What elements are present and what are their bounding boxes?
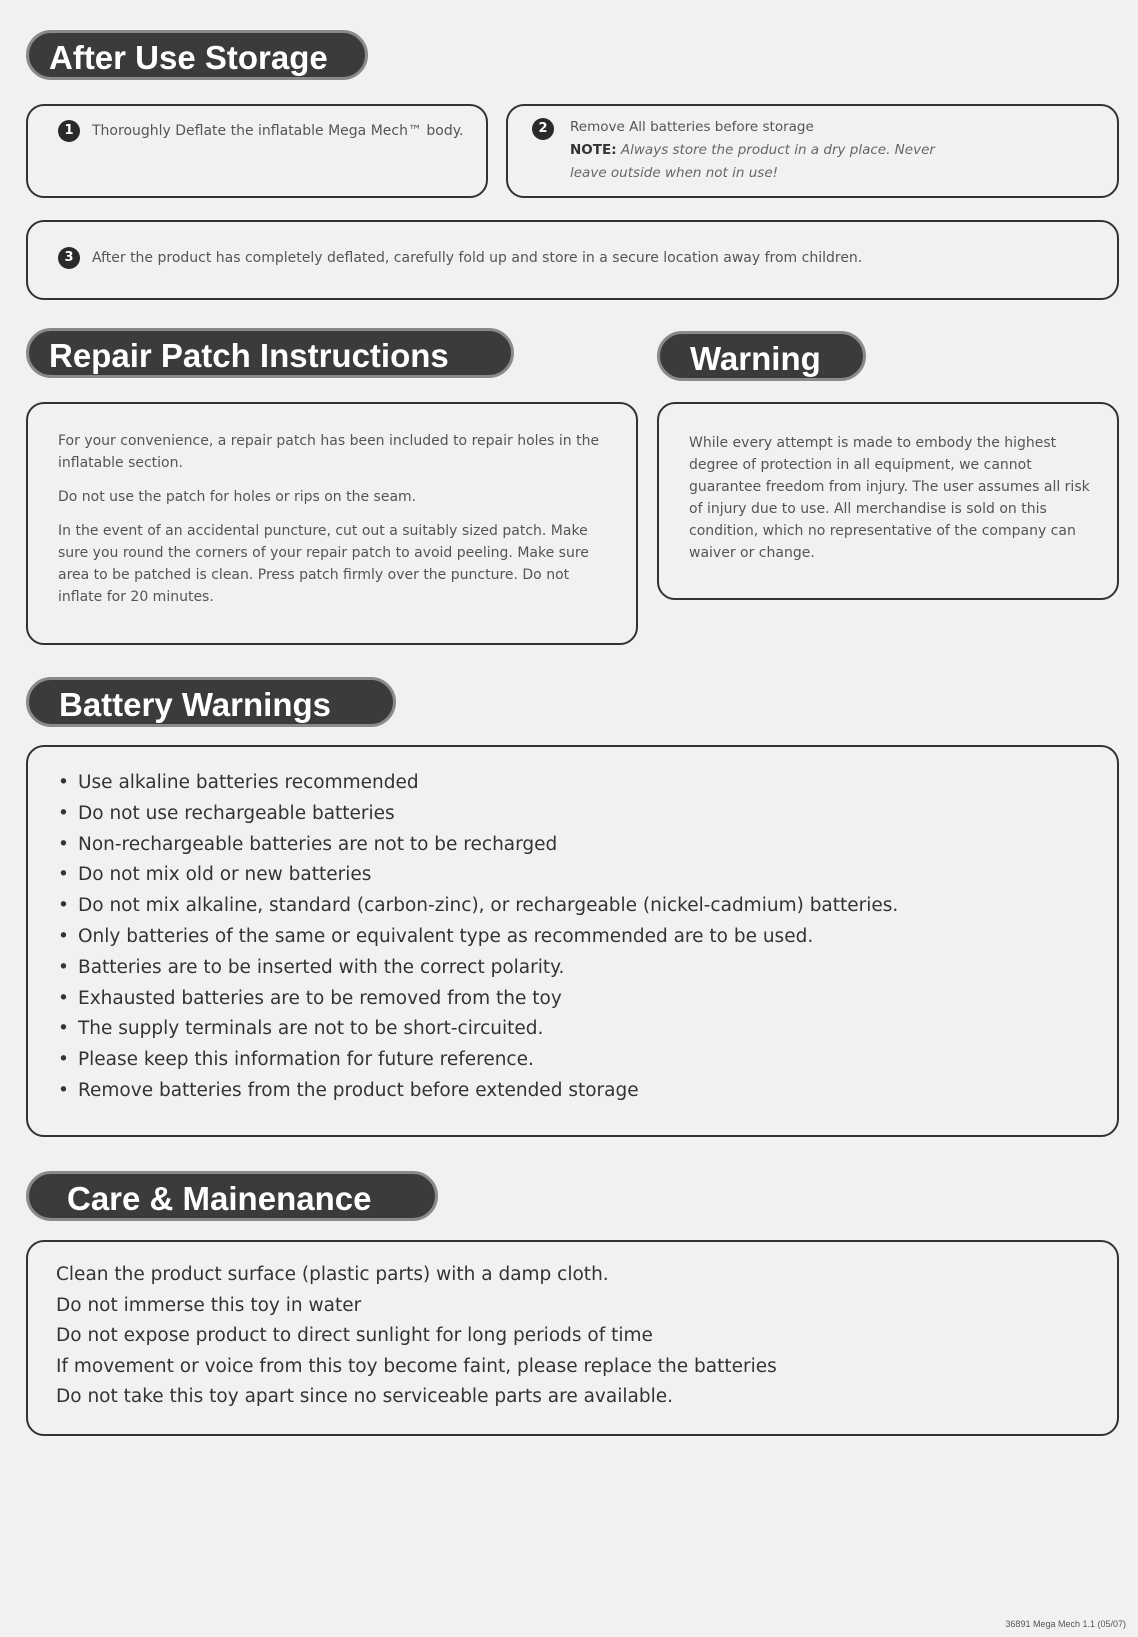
step-number-3: 3 bbox=[58, 247, 80, 269]
repair-box bbox=[26, 402, 638, 645]
storage-step1-box bbox=[26, 104, 488, 198]
repair-paragraph: In the event of an accidental puncture, cut out a suitably sized patch. Make sure you round the corners of your repair patch to avoid peeling. Make sure area to be patched is clean. Press patch firmly over the puncture. Do not inflate for 20 minutes. bbox=[58, 523, 589, 605]
care-body bbox=[56, 1260, 777, 1413]
list-item: • Non-rechargeable batteries are not to be recharged bbox=[58, 830, 898, 861]
care-line: Clean the product surface (plastic parts) with a damp cloth. bbox=[56, 1264, 609, 1285]
footer-code: 36891 Mega Mech 1.1 (05/07) bbox=[1005, 1619, 1126, 1629]
storage-step1 bbox=[58, 120, 478, 142]
storage-note-text: Always store the product in a dry place. Never leave outside when not in use! bbox=[570, 142, 935, 181]
storage-title: After Use Storage bbox=[26, 30, 368, 80]
repair-paragraph: Do not use the patch for holes or rips on the seam. bbox=[58, 489, 417, 505]
care-line: If movement or voice from this toy become faint, please replace the batteries bbox=[56, 1355, 777, 1377]
storage-step2-text: Remove All batteries before storage bbox=[570, 119, 814, 135]
repair-title: Repair Patch Instructions bbox=[26, 328, 514, 378]
list-item: • Do not mix alkaline, standard (carbon-zinc), or rechargeable (nickel-cadmium) batteries. bbox=[58, 891, 898, 922]
storage-step3-box bbox=[26, 220, 1119, 300]
list-item: • Do not use rechargeable batteries bbox=[58, 799, 898, 830]
battery-title: Battery Warnings bbox=[26, 677, 396, 727]
note-label: NOTE: bbox=[570, 142, 617, 158]
warning-title: Warning bbox=[657, 331, 866, 381]
care-line: Do not expose product to direct sunlight for long periods of time bbox=[56, 1325, 653, 1346]
list-item: • Please keep this information for future reference. bbox=[58, 1045, 898, 1076]
list-item: • Remove batteries from the product before extended storage bbox=[58, 1076, 898, 1107]
step-number-2: 2 bbox=[532, 118, 554, 140]
list-item: • The supply terminals are not to be short-circuited. bbox=[58, 1014, 898, 1045]
care-title: Care & Mainenance bbox=[26, 1171, 438, 1221]
storage-step1-text: Thoroughly Deflate the inflatable Mega Mech™ body. bbox=[92, 123, 464, 139]
warning-box bbox=[657, 402, 1119, 600]
storage-step3-text: After the product has completely deflated, carefully fold up and store in a secure location away from children. bbox=[92, 250, 863, 266]
battery-list bbox=[58, 768, 898, 1107]
care-line: Do not immerse this toy in water bbox=[56, 1294, 362, 1316]
storage-step3 bbox=[58, 247, 1098, 269]
battery-box bbox=[26, 745, 1119, 1137]
care-box bbox=[26, 1240, 1119, 1436]
list-item: • Exhausted batteries are to be removed from the toy bbox=[58, 984, 898, 1015]
step-number-1: 1 bbox=[58, 120, 80, 142]
list-item: • Do not mix old or new batteries bbox=[58, 860, 898, 891]
warning-text: While every attempt is made to embody the highest degree of protection in all equipment, we cannot guarantee freedom from injury. The user assumes all risk of injury due to use. All merchandise is sold on this condition, which no representative of the company can waiver or change. bbox=[689, 435, 1090, 561]
storage-step2 bbox=[532, 116, 942, 185]
storage-step2-box bbox=[506, 104, 1119, 198]
list-item: • Only batteries of the same or equivalent type as recommended are to be used. bbox=[58, 922, 898, 953]
list-item: • Use alkaline batteries recommended bbox=[58, 768, 898, 799]
list-item: • Batteries are to be inserted with the correct polarity. bbox=[58, 953, 898, 984]
care-line: Do not take this toy apart since no serviceable parts are available. bbox=[56, 1386, 673, 1407]
repair-paragraph: For your convenience, a repair patch has been included to repair holes in the inflatable section. bbox=[58, 433, 600, 471]
repair-body bbox=[58, 430, 608, 620]
